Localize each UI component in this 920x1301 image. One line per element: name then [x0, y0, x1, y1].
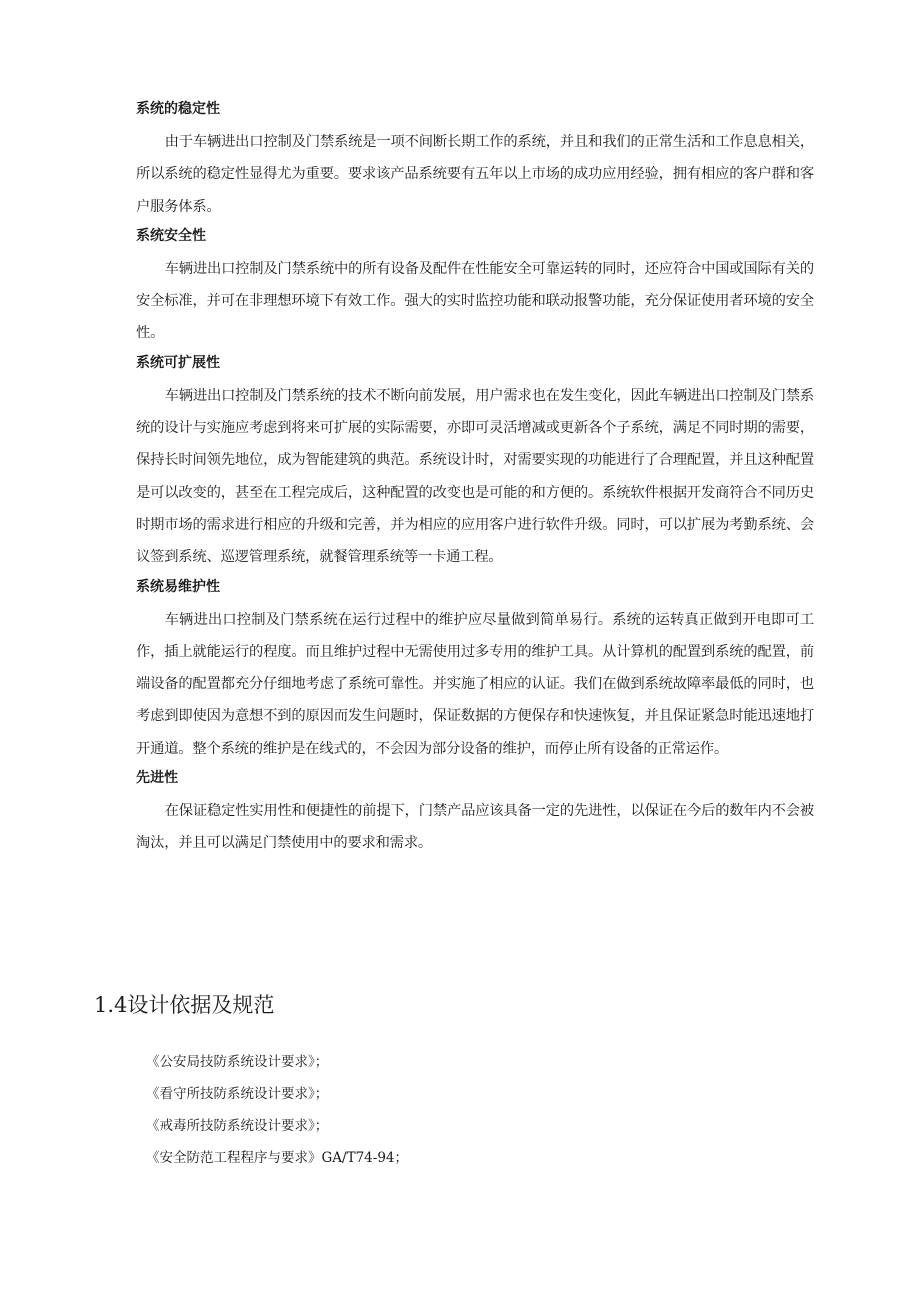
section-scalability: [136, 352, 814, 574]
section-heading: 系统可扩展性: [136, 354, 220, 371]
section-heading: 系统的稳定性: [136, 101, 220, 117]
section-security: [136, 225, 814, 350]
chapter-heading: 1.4设计依据及规范: [94, 993, 275, 1017]
requirements-section: [136, 98, 814, 862]
reference-list: [146, 1046, 806, 1174]
reference-item: 《公安局技防系统设计要求》；: [146, 1054, 329, 1070]
section-paragraph: 在保证稳定性实用性和便捷性的前提下，门禁产品应该具备一定的先进性，以保证在今后的数年内不会被淘汰，并且可以满足门禁使用中的要求和需求。: [136, 803, 814, 852]
section-paragraph: 车辆进出口控制及门禁系统中的所有设备及配件在性能安全可靠运转的同时，还应符合中国或国际有关的安全标准，并可在非理想环境下有效工作。强大的实时监控功能和联动报警功能，充分保证使用者环境的安全性。: [136, 260, 814, 342]
section-stability: [136, 98, 814, 223]
section-paragraph: 车辆进出口控制及门禁系统的技术不断向前发展，用户需求也在发生变化，因此车辆进出口控制及门禁系统的设计与实施应考虑到将来可扩展的实际需要，亦即可灵活增减或更新各个子系统，满足不同时期的需要，保持长时间领先地位，成为智能建筑的典范。系统设计时，对需要实现的功能进行了合理配置，并且这种配置是可以改变的，甚至在工程完成后，这种配置的改变也是可能的和方便的。系统软件根据开发商符合不同历史时期市场的需求进行相应的升级和完善，并为相应的应用客户进行软件升级。同时，可以扩展为考勤系统、会议签到系统、巡逻管理系统，就餐管理系统等一卡通工程。: [136, 387, 814, 566]
section-heading: 先进性: [136, 770, 178, 787]
section-maintainability: [136, 576, 814, 765]
section-paragraph: 车辆进出口控制及门禁系统在运行过程中的维护应尽量做到简单易行。系统的运转真正做到开电即可工作，插上就能运行的程度。而且维护过程中无需使用过多专用的维护工具。从计算机的配置到系统的配置，前端设备的配置都充分仔细地考虑了系统可靠性。并实施了相应的认证。我们在做到系统故障率最低的同时，也考虑到即使因为意想不到的原因而发生问题时，保证数据的方便保存和快速恢复，并且保证紧急时能迅速地打开通道。整个系统的维护是在线式的，不会因为部分设备的维护，而停止所有设备的正常运作。: [136, 611, 814, 757]
reference-item: 《安全防范工程程序与要求》GA/T74-94；: [146, 1150, 409, 1166]
section-paragraph: 由于车辆进出口控制及门禁系统是一项不间断长期工作的系统，并且和我们的正常生活和工作息息相关，所以系统的稳定性显得尤为重要。要求该产品系统要有五年以上市场的成功应用经验，拥有相应的客户群和客户服务体系。: [136, 134, 814, 215]
reference-item: 《戒毒所技防系统设计要求》；: [146, 1118, 329, 1134]
section-heading: 系统易维护性: [136, 578, 220, 595]
section-advancement: [136, 767, 814, 860]
reference-item: 《看守所技防系统设计要求》；: [146, 1086, 329, 1102]
section-heading: 系统安全性: [136, 227, 206, 244]
